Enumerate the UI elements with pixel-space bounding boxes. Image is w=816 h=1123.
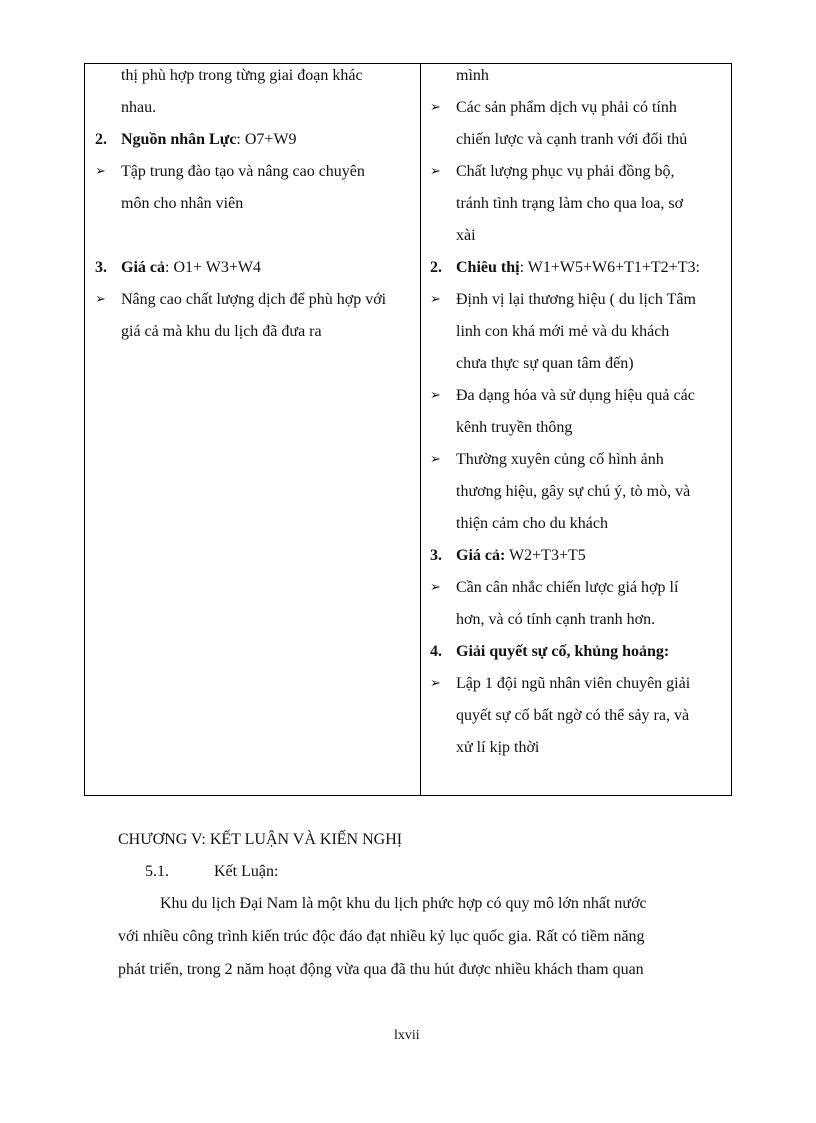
section-title: Nguồn nhân Lực <box>121 131 237 148</box>
section-heading <box>456 546 586 566</box>
left-text-line: nhau. <box>121 99 157 116</box>
section-number: 5.1. <box>145 863 169 880</box>
bullet-text-line: Chất lượng phục vụ phải đồng bộ, <box>456 163 675 180</box>
arrow-bullet-icon: ➢ <box>430 100 441 115</box>
arrow-bullet-icon: ➢ <box>95 292 106 307</box>
section-title: Giá cả <box>121 259 165 276</box>
bullet-text-line: Các sản phẩm dịch vụ phải có tính <box>456 99 677 116</box>
section-heading <box>121 258 261 278</box>
bullet-text-line: chưa thực sự quan tâm đến) <box>456 355 634 372</box>
bullet-text-line: Thường xuyên củng cố hình ảnh <box>456 451 664 468</box>
arrow-bullet-icon: ➢ <box>430 164 441 179</box>
bullet-text-line: Đa dạng hóa và sử dụng hiệu quả các <box>456 387 695 404</box>
arrow-bullet-icon: ➢ <box>430 292 441 307</box>
bullet-text-line: Tập trung đào tạo và nâng cao chuyên <box>121 163 365 180</box>
bullet-text-line: Lập 1 đội ngũ nhân viên chuyên giải <box>456 675 691 692</box>
chapter-heading: CHƯƠNG V: KẾT LUẬN VÀ KIẾN NGHỊ <box>118 831 403 848</box>
bullet-text-line: linh con khá mới mẻ và du khách <box>456 323 670 340</box>
section-heading <box>456 258 700 278</box>
section-heading <box>456 642 669 662</box>
section-number: 4. <box>430 643 442 660</box>
section-title: Giá cả: <box>456 547 506 564</box>
bullet-text-line: tránh tình trạng làm cho qua loa, sơ <box>456 195 684 212</box>
bullet-text-line: thương hiệu, gây sự chú ý, tò mò, và <box>456 483 691 500</box>
bullet-text-line: chiến lược và cạnh tranh với đối thủ <box>456 131 688 148</box>
section-code: W2+T3+T5 <box>505 547 586 564</box>
bullet-text-line: Nâng cao chất lượng dịch để phù hợp với <box>121 291 387 308</box>
section-number: 2. <box>95 131 107 148</box>
section-title: Giải quyết sự cố, khủng hoảng: <box>456 643 670 660</box>
arrow-bullet-icon: ➢ <box>95 164 106 179</box>
bullet-text-line: giá cả mà khu du lịch đã đưa ra <box>121 323 322 340</box>
bullet-text-line: thiện cảm cho du khách <box>456 515 608 532</box>
section-title: Kết Luận: <box>214 863 279 880</box>
bullet-text-line: kênh truyền thông <box>456 419 573 436</box>
column-divider <box>420 64 421 795</box>
arrow-bullet-icon: ➢ <box>430 452 441 467</box>
bullet-text-line: xài <box>456 227 476 244</box>
paragraph-line: phát triển, trong 2 năm hoạt động vừa qua đã thu hút được nhiều khách tham quan <box>118 961 644 978</box>
arrow-bullet-icon: ➢ <box>430 676 441 691</box>
page-number: lxvii <box>394 1028 420 1043</box>
paragraph-line: Khu du lịch Đại Nam là một khu du lịch phức hợp có quy mô lớn nhất nước <box>160 895 647 912</box>
section-number: 3. <box>95 259 107 276</box>
bullet-text-line: Cần cân nhắc chiến lược giá hợp lí <box>456 579 679 596</box>
bullet-text-line: hơn, và có tính cạnh tranh hơn. <box>456 611 656 628</box>
bullet-text-line: Định vị lại thương hiệu ( du lịch Tâm <box>456 291 696 308</box>
left-text-line: thị phù hợp trong từng giai đoạn khác <box>121 67 363 84</box>
arrow-bullet-icon: ➢ <box>430 580 441 595</box>
bullet-text-line: xử lí kịp thời <box>456 739 540 756</box>
section-code: : W1+W5+W6+T1+T2+T3: <box>519 259 700 276</box>
section-heading <box>121 130 297 150</box>
section-number: 2. <box>430 259 442 276</box>
bullet-text-line: quyết sự cố bất ngờ có thể sảy ra, và <box>456 707 690 724</box>
strategy-table <box>84 63 732 796</box>
arrow-bullet-icon: ➢ <box>430 388 441 403</box>
section-code: : O1+ W3+W4 <box>165 259 261 276</box>
section-number: 3. <box>430 547 442 564</box>
section-title: Chiêu thị <box>456 259 520 276</box>
bullet-text-line: môn cho nhân viên <box>121 195 244 212</box>
paragraph-line: với nhiều công trình kiến trúc độc đáo đạt nhiều kỷ lục quốc gia. Rất có tiềm năng <box>118 928 645 945</box>
right-text-line: mình <box>456 67 489 84</box>
section-code: : O7+W9 <box>236 131 297 148</box>
